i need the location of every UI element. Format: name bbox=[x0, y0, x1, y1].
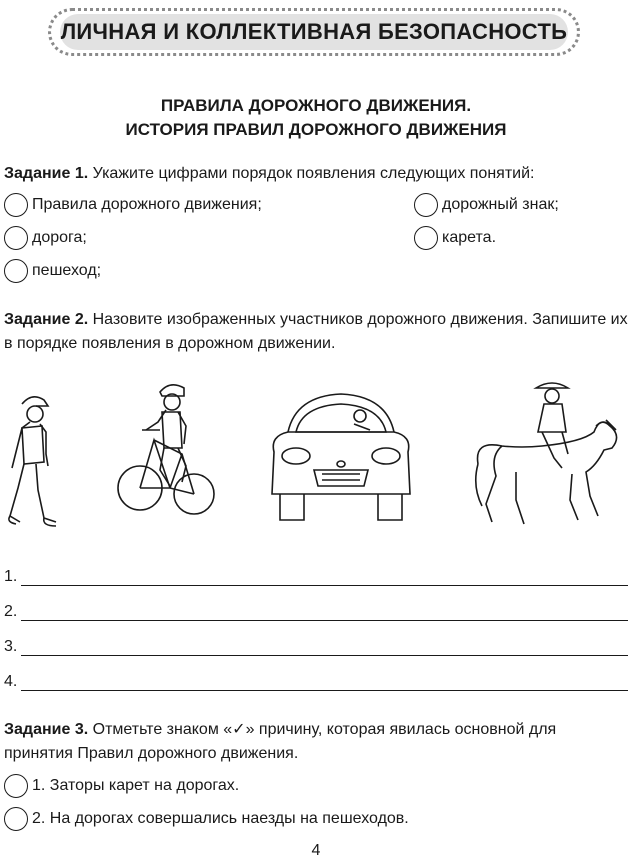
option-label: карета. bbox=[442, 229, 497, 246]
answer-circle[interactable] bbox=[414, 193, 438, 217]
write-line[interactable] bbox=[21, 674, 628, 691]
page-number: 4 bbox=[311, 842, 321, 859]
task2-label: Задание 2. bbox=[4, 311, 89, 328]
car-illustration bbox=[266, 386, 416, 534]
option-label: дорога; bbox=[32, 229, 87, 246]
line-number: 2. bbox=[4, 603, 18, 620]
answer-line-2[interactable] bbox=[4, 603, 628, 621]
task1-option-2[interactable] bbox=[414, 193, 559, 217]
task1-option-4[interactable] bbox=[414, 226, 496, 250]
line-number: 1. bbox=[4, 568, 18, 585]
cyclist-illustration bbox=[112, 378, 216, 528]
answer-circle[interactable] bbox=[4, 774, 28, 798]
answer-circle[interactable] bbox=[4, 193, 28, 217]
answer-line-4[interactable] bbox=[4, 673, 628, 691]
task2-text: Назовите изображенных участников дорожного движения. Запишите их в порядке появления в дорожном движении. bbox=[4, 311, 628, 352]
answer-circle[interactable] bbox=[414, 226, 438, 250]
horse-rider-illustration bbox=[472, 376, 624, 528]
write-line[interactable] bbox=[21, 639, 628, 656]
answer-circle[interactable] bbox=[4, 259, 28, 283]
option-label: 1. Заторы карет на дорогах. bbox=[32, 777, 240, 794]
option-label: дорожный знак; bbox=[442, 196, 559, 213]
option-label: 2. На дорогах совершались наезды на пешеходов. bbox=[32, 810, 409, 827]
write-line[interactable] bbox=[21, 604, 628, 621]
task3-prompt bbox=[4, 718, 628, 766]
task2-prompt bbox=[4, 308, 628, 356]
option-label: Правила дорожного движения; bbox=[32, 196, 262, 213]
task1-option-3[interactable] bbox=[4, 226, 87, 250]
header-title: ЛИЧНАЯ И КОЛЛЕКТИВНАЯ БЕЗОПАСНОСТЬ bbox=[60, 19, 568, 44]
task3-option-1[interactable] bbox=[4, 774, 239, 798]
answer-circle[interactable] bbox=[4, 807, 28, 831]
section-title-line1: ПРАВИЛА ДОРОЖНОГО ДВИЖЕНИЯ. bbox=[160, 96, 472, 115]
pedestrian-illustration bbox=[2, 392, 60, 534]
task3-option-2[interactable] bbox=[4, 807, 409, 831]
task3-label: Задание 3. bbox=[4, 721, 89, 738]
task3-text: Отметьте знаком «✓» причину, которая явилась основной для принятия Правил дорожного движения. bbox=[4, 721, 557, 762]
line-number: 3. bbox=[4, 638, 18, 655]
write-line[interactable] bbox=[21, 569, 628, 586]
task1-option-1[interactable] bbox=[4, 193, 262, 217]
answer-line-3[interactable] bbox=[4, 638, 628, 656]
task1-prompt bbox=[4, 162, 534, 186]
task1-option-5[interactable] bbox=[4, 259, 101, 283]
answer-circle[interactable] bbox=[4, 226, 28, 250]
answer-line-1[interactable] bbox=[4, 568, 628, 586]
task1-text: Укажите цифрами порядок появления следующих понятий: bbox=[88, 165, 535, 182]
line-number: 4. bbox=[4, 673, 18, 690]
section-title-line2: ИСТОРИЯ ПРАВИЛ ДОРОЖНОГО ДВИЖЕНИЯ bbox=[125, 120, 507, 139]
option-label: пешеход; bbox=[32, 262, 102, 279]
task1-label: Задание 1. bbox=[4, 165, 89, 182]
